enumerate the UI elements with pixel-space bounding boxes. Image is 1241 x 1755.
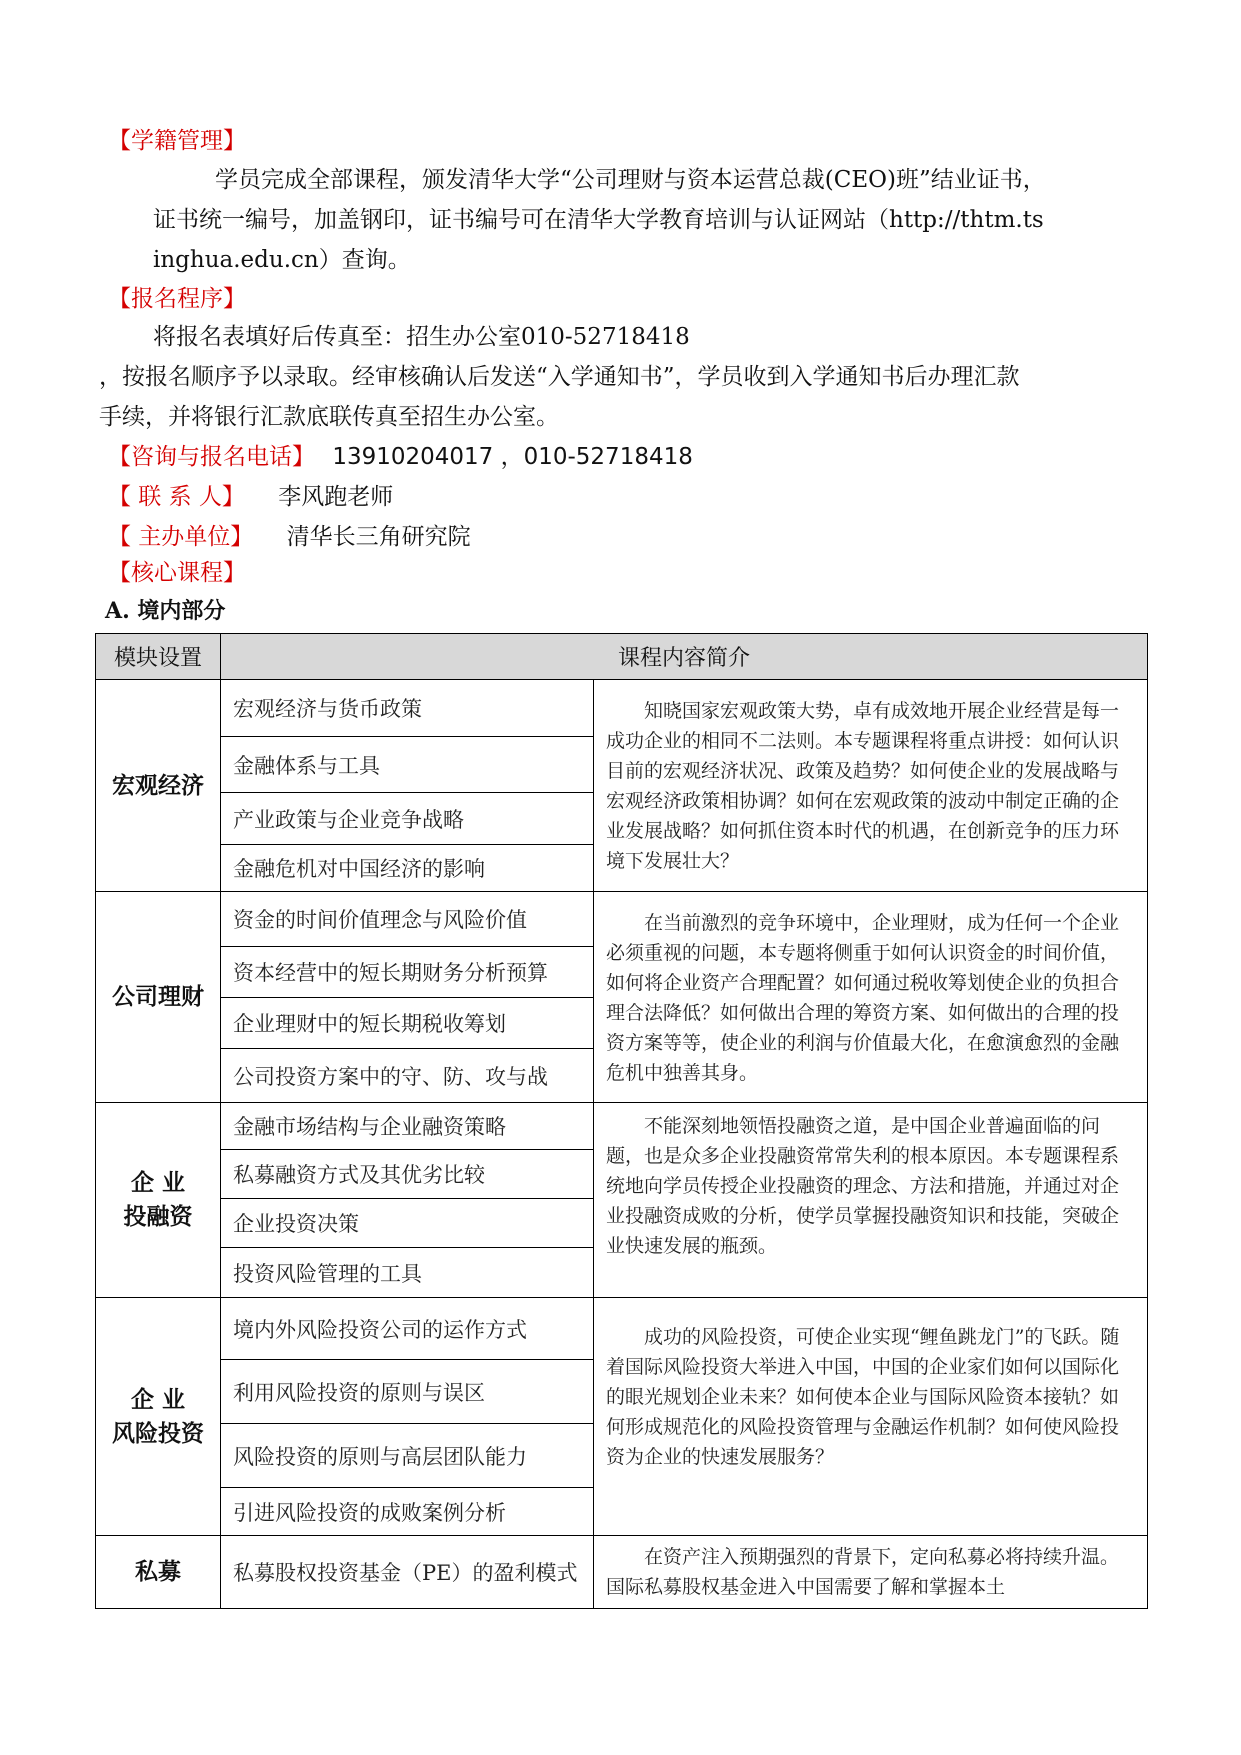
module-description: 在资产注入预期强烈的背景下，定向私募必将持续升温。国际私募股权基金进入中国需要了解和掌握本土 [594,1536,1148,1609]
topic-cell: 资本经营中的短长期财务分析预算 [221,947,594,998]
topic-cell: 私募融资方式及其优劣比较 [221,1150,594,1199]
part-a-heading: A. 境内部分 [105,598,226,624]
module-name: 企 业 投融资 [96,1103,221,1298]
baoming-text-3: 手续，并将银行汇款底联传真至招生办公室。 [99,404,559,430]
topic-cell: 企业投资决策 [221,1199,594,1248]
host-label: 【 主办单位】 [108,524,254,550]
section-title-core: 【核心课程】 [108,560,246,586]
contact-value: 李风跑老师 [278,484,394,510]
section-title-baoming: 【报名程序】 [108,286,246,312]
module-name: 私募 [96,1536,221,1609]
topic-cell: 金融市场结构与企业融资策略 [221,1103,594,1150]
topic-cell: 境内外风险投资公司的运作方式 [221,1298,594,1360]
topic-cell: 宏观经济与货币政策 [221,680,594,737]
host-value: 清华长三角研究院 [286,524,471,550]
module-name: 宏观经济 [96,680,221,892]
header-content: 课程内容简介 [221,634,1148,680]
baoming-text-2: ，按报名顺序予以录取。经审核确认后发送“入学通知书”，学员收到入学通知书后办理汇款 [99,364,1020,390]
topic-cell: 投资风险管理的工具 [221,1248,594,1298]
topic-cell: 利用风险投资的原则与误区 [221,1360,594,1424]
phone-row [108,442,693,472]
module-description: 成功的风险投资，可使企业实现“鲤鱼跳龙门”的飞跃。随着国际风险投资大举进入中国，中国的企业家们如何以国际化的眼光规划企业未来？如何使本企业与国际风险资本接轨？如何形成规范化的风险投资管理与金融运作机制？如何使风险投资为企业的快速发展服务？ [594,1298,1148,1536]
module-name: 企 业 风险投资 [96,1298,221,1536]
baoming-text-1: 将报名表填好后传真至：招生办公室010-52718418 [153,324,690,350]
course-table [95,633,1148,1609]
xueji-text-1: 学员完成全部课程，颁发清华大学“公司理财与资本运营总裁(CEO)班”结业证书， [215,167,1046,193]
table-row [96,1298,1148,1360]
table-row [96,1103,1148,1150]
table-row [96,1536,1148,1609]
topic-cell: 风险投资的原则与高层团队能力 [221,1424,594,1488]
xueji-text-3: inghua.edu.cn）查询。 [153,247,411,273]
topic-cell: 金融体系与工具 [221,737,594,793]
phone-label: 【咨询与报名电话】 [108,444,315,470]
topic-cell: 资金的时间价值理念与风险价值 [221,892,594,947]
phone-value: 13910204017 ，010-52718418 [332,444,693,470]
topic-cell: 企业理财中的短长期税收筹划 [221,998,594,1049]
table-row [96,892,1148,947]
topic-cell: 公司投资方案中的守、防、攻与战 [221,1049,594,1103]
xueji-text-2: 证书统一编号，加盖钢印，证书编号可在清华大学教育培训与认证网站（http://thtm.ts [153,207,1044,233]
table-row [96,680,1148,737]
host-row [108,522,471,552]
module-name: 公司理财 [96,892,221,1103]
topic-cell: 产业政策与企业竞争战略 [221,793,594,845]
module-description: 知晓国家宏观政策大势，卓有成效地开展企业经营是每一成功企业的相同不二法则。本专题课程将重点讲授：如何认识目前的宏观经济状况、政策及趋势？如何使企业的发展战略与宏观经济政策相协调？如何在宏观政策的波动中制定正确的企业发展战略？如何抓住资本时代的机遇，在创新竞争的压力环境下发展壮大？ [594,680,1148,892]
topic-cell: 私募股权投资基金（PE）的盈利模式 [221,1536,594,1609]
module-description: 在当前激烈的竞争环境中，企业理财，成为任何一个企业必须重视的问题，本专题将侧重于如何认识资金的时间价值，如何将企业资产合理配置？如何通过税收筹划使企业的负担合理合法降低？如何做出合理的筹资方案、如何做出的合理的投资方案等等，使企业的利润与价值最大化，在愈演愈烈的金融危机中独善其身。 [594,892,1148,1103]
header-module: 模块设置 [96,634,221,680]
section-title-xueji: 【学籍管理】 [108,128,246,154]
contact-label: 【 联 系 人】 [108,484,245,510]
table-header-row [96,634,1148,680]
topic-cell: 引进风险投资的成败案例分析 [221,1488,594,1536]
topic-cell: 金融危机对中国经济的影响 [221,845,594,892]
contact-row [108,482,393,512]
module-description: 不能深刻地领悟投融资之道，是中国企业普遍面临的问题，也是众多企业投融资常常失利的根本原因。本专题课程系统地向学员传授企业投融资的理念、方法和措施，并通过对企业投融资成败的分析，使学员掌握投融资知识和技能，突破企业快速发展的瓶颈。 [594,1103,1148,1298]
